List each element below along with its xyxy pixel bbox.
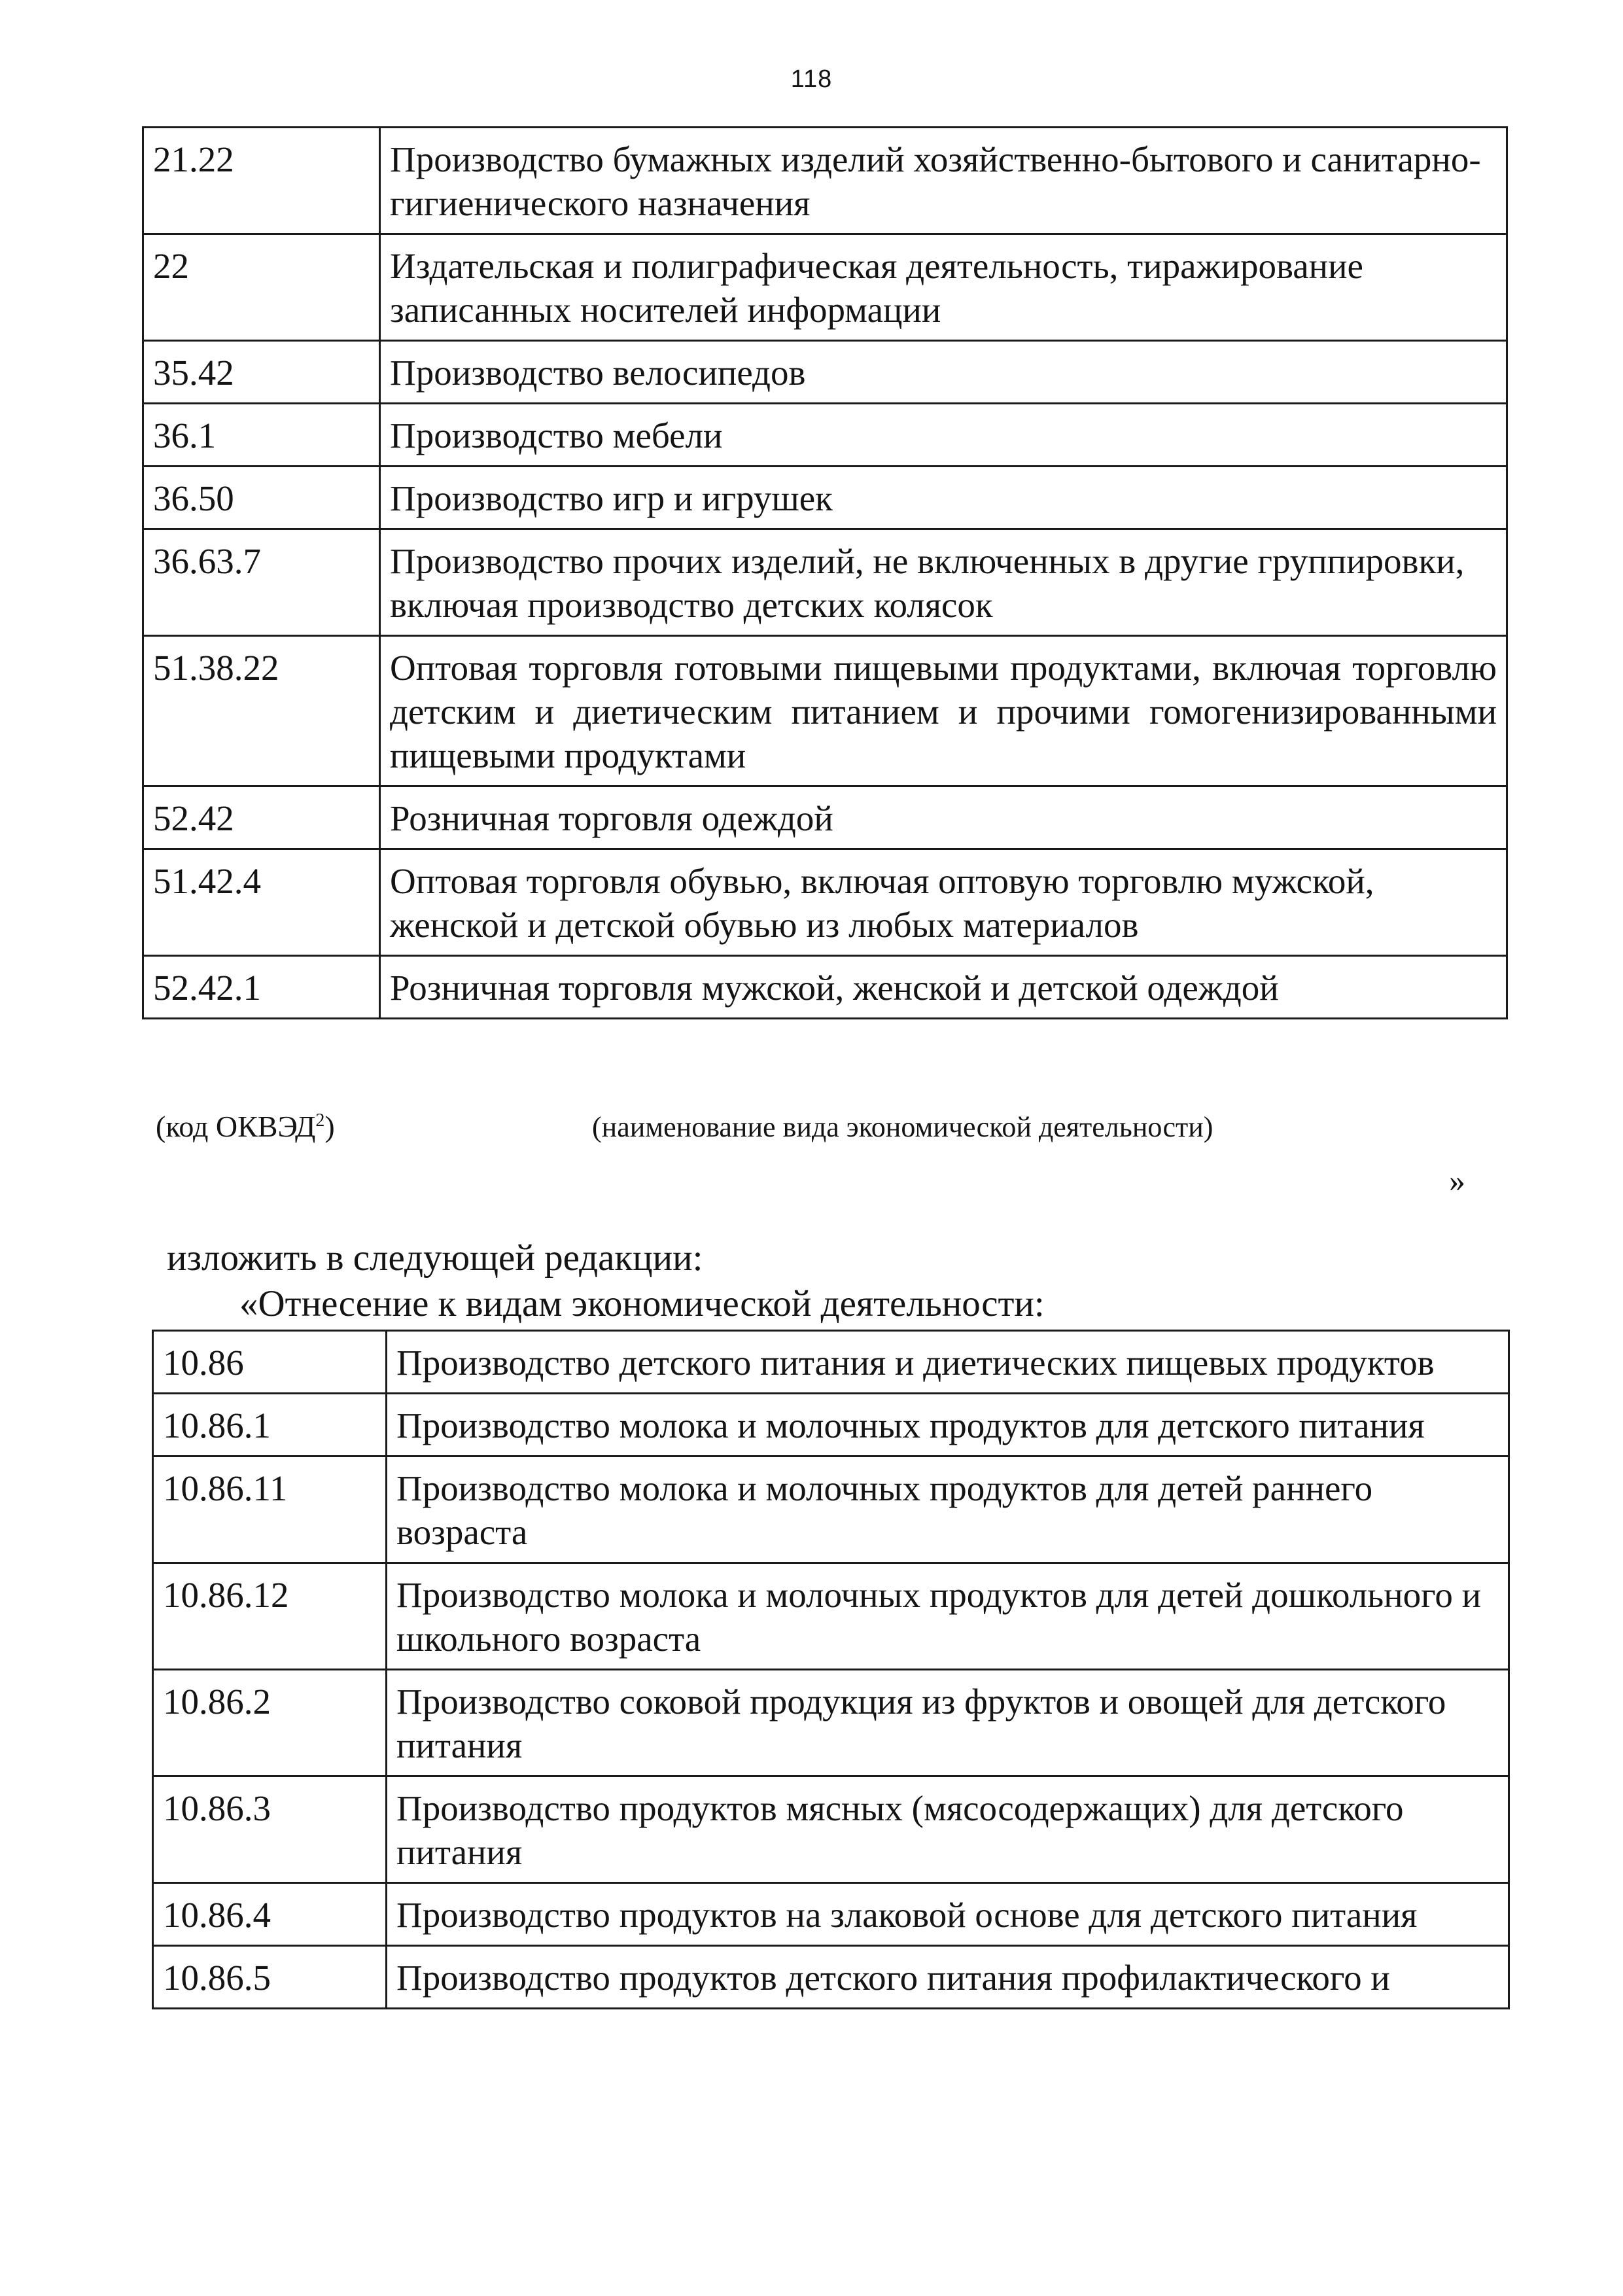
amendment-heading: «Отнесение к видам экономической деятельности: (239, 1283, 1045, 1324)
activity-name-cell: Производство продуктов детского питания профилактического и (387, 1946, 1509, 2009)
okved-code-cell: 10.86.1 (153, 1394, 387, 1457)
closing-quote: » (1449, 1162, 1465, 1199)
activity-name-cell: Розничная торговля одеждой (380, 786, 1507, 849)
okved-code-cell: 22 (143, 234, 380, 341)
table-row (143, 404, 1507, 467)
activity-name-cell: Оптовая торговля обувью, включая оптовую торговлю мужской, женской и детской обувью из любых материалов (380, 849, 1507, 956)
table-row (143, 529, 1507, 636)
okved-table-old-body (143, 128, 1507, 1019)
activity-name-cell: Производство продуктов на злаковой основе для детского питания (387, 1883, 1509, 1946)
okved-code-cell: 51.42.4 (143, 849, 380, 956)
table-row (153, 1946, 1509, 2009)
table-row (143, 786, 1507, 849)
table-row (153, 1457, 1509, 1563)
table-row (143, 956, 1507, 1019)
activity-name-cell: Производство молока и молочных продуктов для детей раннего возраста (387, 1457, 1509, 1563)
page-number: 118 (790, 65, 833, 93)
footnote-marker: 2 (315, 1110, 325, 1131)
activity-name-cell: Производство велосипедов (380, 341, 1507, 404)
okved-table-new-body (153, 1331, 1509, 2009)
activity-name-cell: Производство молока и молочных продуктов для детей дошкольного и школьного возраста (387, 1563, 1509, 1670)
activity-name-cell: Оптовая торговля готовыми пищевыми продуктами, включая торговлю детским и диетическим питанием и прочими гомогенизированными пищевыми продуктами (380, 636, 1507, 786)
okved-code-cell: 21.22 (143, 128, 380, 234)
table-row (143, 849, 1507, 956)
table-row (153, 1331, 1509, 1394)
table-row (143, 128, 1507, 234)
activity-name-cell: Производство прочих изделий, не включенных в другие группировки, включая производство детских колясок (380, 529, 1507, 636)
caption-okved-code-text: (код ОКВЭД (156, 1110, 316, 1143)
table-row (153, 1883, 1509, 1946)
caption-activity-name: (наименование вида экономической деятельности) (592, 1111, 1213, 1143)
okved-code-cell: 10.86.3 (153, 1776, 387, 1883)
okved-code-cell: 10.86.11 (153, 1457, 387, 1563)
okved-code-cell: 36.1 (143, 404, 380, 467)
okved-code-cell: 10.86.5 (153, 1946, 387, 2009)
table-row (143, 467, 1507, 529)
table-row (143, 341, 1507, 404)
okved-code-cell: 35.42 (143, 341, 380, 404)
okved-code-cell: 51.38.22 (143, 636, 380, 786)
okved-table-old (142, 126, 1508, 1019)
activity-name-cell: Производство детского питания и диетических пищевых продуктов (387, 1331, 1509, 1394)
okved-code-cell: 10.86.2 (153, 1670, 387, 1776)
table-row (143, 234, 1507, 341)
table-row (153, 1394, 1509, 1457)
activity-name-cell: Производство молока и молочных продуктов для детского питания (387, 1394, 1509, 1457)
okved-code-cell: 36.50 (143, 467, 380, 529)
table-row (143, 636, 1507, 786)
activity-name-cell: Производство бумажных изделий хозяйственно-бытового и санитарно-гигиенического назначения (380, 128, 1507, 234)
okved-code-cell: 10.86.12 (153, 1563, 387, 1670)
okved-table-new (152, 1330, 1510, 2009)
activity-name-cell: Производство продуктов мясных (мясосодержащих) для детского питания (387, 1776, 1509, 1883)
activity-name-cell: Производство мебели (380, 404, 1507, 467)
table-row (153, 1776, 1509, 1883)
activity-name-cell: Издательская и полиграфическая деятельность, тиражирование записанных носителей информации (380, 234, 1507, 341)
table-row (153, 1563, 1509, 1670)
caption-okved-code (156, 1109, 335, 1144)
activity-name-cell: Производство соковой продукция из фруктов и овощей для детского питания (387, 1670, 1509, 1776)
okved-code-cell: 52.42 (143, 786, 380, 849)
activity-name-cell: Розничная торговля мужской, женской и детской одеждой (380, 956, 1507, 1019)
amendment-instruction: изложить в следующей редакции: (167, 1237, 703, 1279)
okved-code-cell: 36.63.7 (143, 529, 380, 636)
table-row (153, 1670, 1509, 1776)
activity-name-cell: Производство игр и игрушек (380, 467, 1507, 529)
okved-code-cell: 10.86.4 (153, 1883, 387, 1946)
okved-code-cell: 10.86 (153, 1331, 387, 1394)
caption-okved-code-close: ) (324, 1110, 335, 1143)
okved-code-cell: 52.42.1 (143, 956, 380, 1019)
